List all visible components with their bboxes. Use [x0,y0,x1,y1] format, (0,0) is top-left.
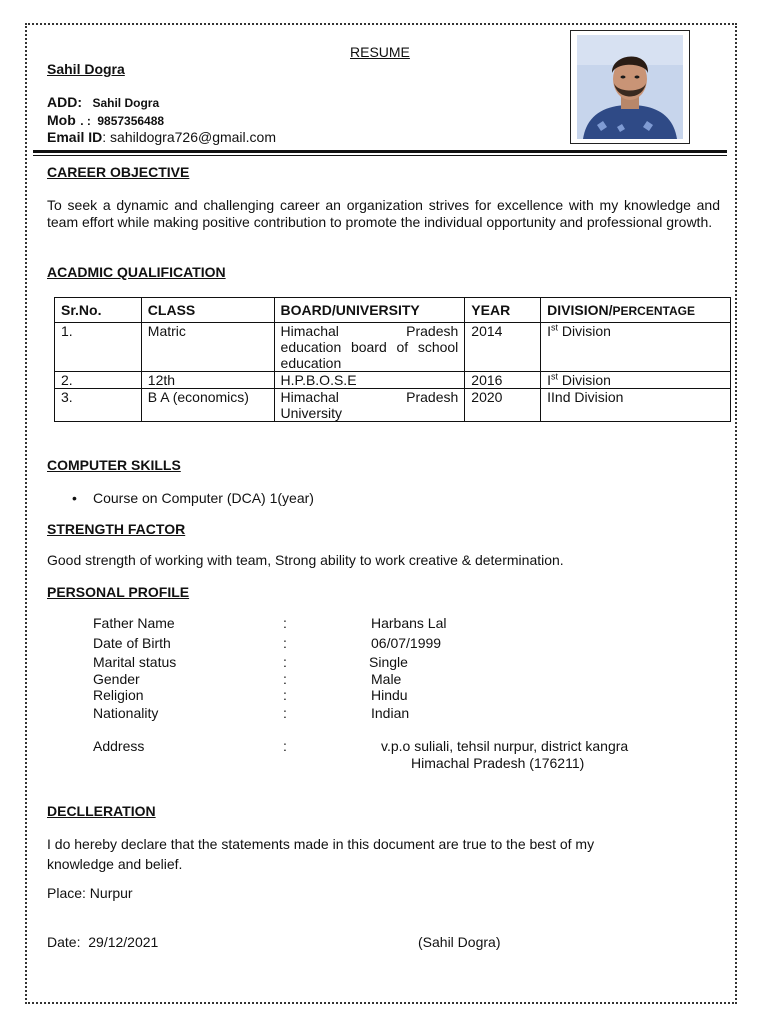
profile-label-dob: Date of Birth [93,635,171,651]
cell-sr: 3. [55,389,142,422]
profile-colon: : [283,687,287,703]
career-objective-text: To seek a dynamic and challenging career an organization strives for excellence with my knowledge and team effort while making positive contribution to promote the individual opportunity and professional growth. [47,197,720,230]
mobile-separator: . : [80,114,91,128]
header-divider-thick [33,150,727,153]
cell-board: H.P.B.O.S.E [274,372,465,389]
profile-colon: : [283,654,287,670]
cell-class: B A (economics) [141,389,274,422]
profile-label-gender: Gender [93,671,140,687]
declaration-heading: DECLLERATION [47,803,156,819]
cell-board: Himachal Pradesh University [274,389,465,422]
place: Place: Nurpur [47,885,133,901]
table-header-row [55,298,731,323]
col-sr-no: Sr.No. [55,298,142,323]
col-division [541,298,731,323]
profile-value-nationality: Indian [371,705,410,721]
profile-colon: : [283,615,287,631]
person-portrait-icon [577,35,683,139]
profile-colon: : [283,635,287,651]
cell-board: Himachal Pradesh education board of school education [274,323,465,372]
cell-division: Ist Division [541,372,731,389]
col-board: BOARD/UNIVERSITY [274,298,465,323]
profile-value-gender: Male [371,671,402,687]
cell-class: Matric [141,323,274,372]
header-divider-thin [33,155,727,156]
profile-label-religion: Religion [93,687,144,703]
career-objective-heading: CAREER OBJECTIVE [47,164,190,180]
signature: (Sahil Dogra) [418,934,501,950]
profile-value-religion: Hindu [371,687,408,703]
profile-colon: : [283,738,287,754]
candidate-name: Sahil Dogra [47,61,125,77]
academic-heading: ACADMIC QUALIFICATION [47,264,226,280]
cell-year: 2014 [465,323,541,372]
declaration-line-2: knowledge and belief. [47,856,183,872]
computer-skills-heading: COMPUTER SKILLS [47,457,181,473]
cell-division: Ist Division [541,323,731,372]
mobile-line [47,112,164,130]
profile-colon: : [283,705,287,721]
table-row [55,372,731,389]
mobile-value: 9857356488 [97,114,165,128]
address-line [47,94,159,112]
cell-sr: 1. [55,323,142,372]
profile-label-father-name: Father Name [93,615,175,631]
profile-address-line2: Himachal Pradesh (176211) [411,755,585,771]
profile-photo [570,30,690,144]
email-line [47,129,276,147]
cell-year: 2016 [465,372,541,389]
email-value: : sahildogra726@gmail.com [102,129,276,145]
declaration-line-1: I do hereby declare that the statements made in this document are true to the best of my [47,836,595,852]
declaration-text [47,834,594,874]
profile-address-line1: v.p.o suliali, tehsil nurpur, district kangra [381,738,629,754]
table-row [55,323,731,372]
table-row [55,389,731,422]
profile-label-address: Address [93,738,145,754]
col-percentage-label: PERCENTAGE [612,303,695,318]
profile-label-marital-status: Marital status [93,654,177,670]
email-label: Email ID [47,129,103,145]
profile-value-father-name: Harbans Lal [371,615,447,631]
bullet-icon: • [72,490,77,506]
profile-value-dob: 06/07/1999 [371,635,442,651]
academic-table [54,297,731,422]
profile-colon: : [283,671,287,687]
profile-label-nationality: Nationality [93,705,159,721]
col-year: YEAR [465,298,541,323]
strength-factor-text: Good strength of working with team, Strong ability to work creative & determination. [47,552,564,568]
personal-profile-heading: PERSONAL PROFILE [47,584,190,600]
mobile-label: Mob [47,112,76,128]
cell-class: 12th [141,372,274,389]
address-value: Sahil Dogra [92,96,160,110]
profile-value-marital-status: Single [369,654,408,670]
cell-sr: 2. [55,372,142,389]
list-item: Course on Computer (DCA) 1(year) [93,490,314,506]
cell-year: 2020 [465,389,541,422]
strength-factor-heading: STRENGTH FACTOR [47,521,186,537]
col-division-label: DIVISION/ [547,301,613,318]
col-class: CLASS [141,298,274,323]
date: Date: 29/12/2021 [47,934,159,950]
photo-image [577,35,683,139]
cell-division: IInd Division [541,389,731,422]
address-label: ADD: [47,94,82,110]
resume-title: RESUME [350,44,410,60]
